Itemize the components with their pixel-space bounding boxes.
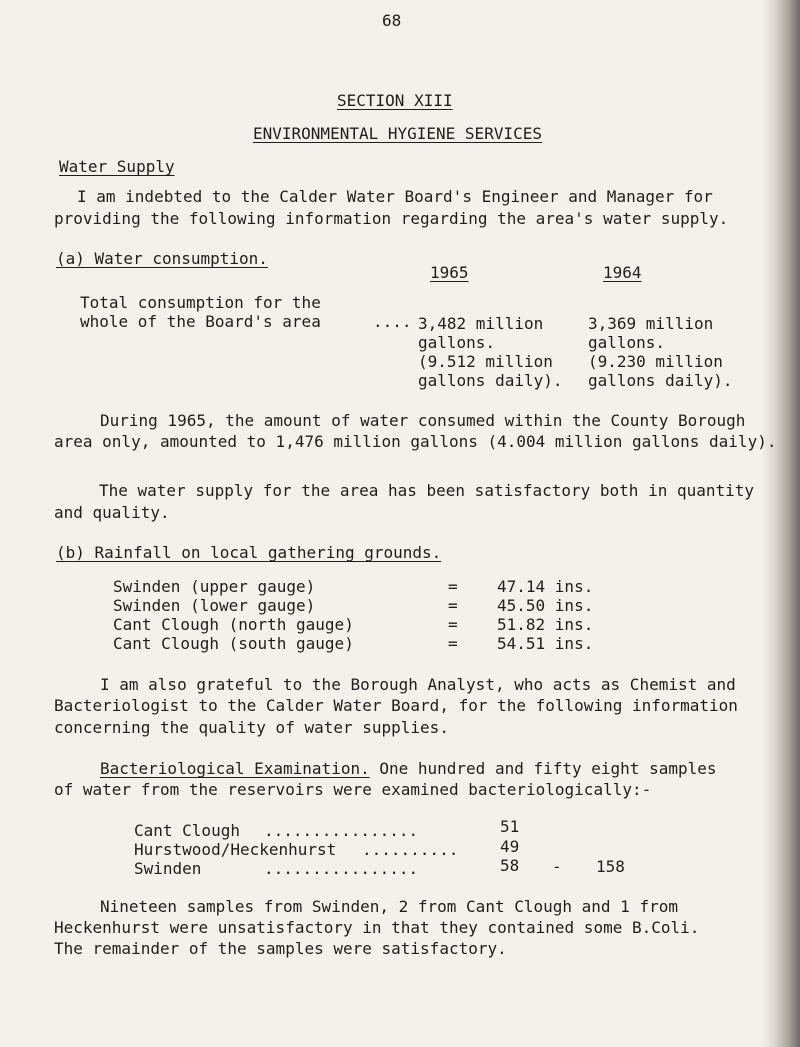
bact-site-3: Swinden — [134, 859, 202, 878]
bact-line-2: of water from the reservoirs were examined bacteriologically:- — [54, 780, 652, 799]
consumption-1965-line-3: (9.512 million — [418, 352, 553, 371]
intro-line-2: providing the following information regarding the area's water supply. — [54, 209, 729, 228]
rainfall-value-2: 45.50 ins. — [497, 596, 594, 615]
section-heading: ENVIRONMENTAL HYGIENE SERVICES — [253, 124, 542, 143]
intro-line-1: I am indebted to the Calder Water Board's Engineer and Manager for — [77, 187, 713, 206]
rainfall-value-3: 51.82 ins. — [497, 615, 594, 634]
consumption-leader-dots: .... — [373, 312, 412, 331]
section-title: SECTION XIII — [337, 91, 453, 110]
consumption-1964-line-4: gallons daily). — [588, 371, 733, 390]
rainfall-eq-4: = — [448, 634, 458, 653]
rainfall-eq-2: = — [448, 596, 458, 615]
bact-dots-2: .......... — [362, 840, 459, 859]
rainfall-value-4: 54.51 ins. — [497, 634, 594, 653]
bact-site-2: Hurstwood/Heckenhurst — [134, 840, 337, 859]
bact-count-3: 58 — [500, 856, 520, 875]
consumption-1964-line-2: gallons. — [588, 333, 666, 352]
year-1965: 1965 — [430, 263, 469, 282]
bact-line-1 — [100, 760, 717, 778]
rainfall-site-1: Swinden (upper gauge) — [113, 577, 316, 596]
bact-dash: - — [552, 857, 562, 876]
analyst-line-2: Bacteriologist to the Calder Water Board, for the following information — [54, 696, 738, 715]
rainfall-site-2: Swinden (lower gauge) — [113, 596, 316, 615]
consumption-1964-line-3: (9.230 million — [588, 352, 723, 371]
bact-count-2: 49 — [500, 837, 520, 856]
consumption-row-label-2: whole of the Board's area — [80, 312, 321, 331]
consumption-1965-line-1: 3,482 million — [418, 314, 544, 333]
consumption-row-label-1: Total consumption for the — [80, 293, 321, 312]
rainfall-eq-3: = — [448, 615, 458, 634]
scan-edge-shadow — [762, 0, 800, 1047]
bact-total: 158 — [596, 857, 625, 876]
analyst-line-1: I am also grateful to the Borough Analyst, who acts as Chemist and — [100, 675, 736, 694]
bact-dots-3: ................ — [264, 859, 419, 878]
consumption-1964-line-1: 3,369 million — [588, 314, 714, 333]
page-number: 68 — [382, 11, 402, 30]
closing-line-3: The remainder of the samples were satisfactory. — [54, 939, 507, 958]
rainfall-eq-1: = — [448, 577, 458, 596]
bact-dots-1: ................ — [264, 821, 419, 840]
rainfall-value-1: 47.14 ins. — [497, 577, 594, 596]
bact-site-1: Cant Clough — [134, 821, 240, 840]
subheading-water-supply: Water Supply — [59, 157, 175, 176]
consumption-label: (a) Water consumption. — [56, 249, 268, 268]
closing-line-1: Nineteen samples from Swinden, 2 from Cant Clough and 1 from — [100, 897, 678, 916]
closing-line-2: Heckenhurst were unsatisfactory in that they contained some B.Coli. — [54, 918, 700, 937]
consumption-1965-line-2: gallons. — [418, 333, 496, 352]
consumption-1965-line-4: gallons daily). — [418, 371, 563, 390]
year-1964: 1964 — [603, 263, 642, 282]
rainfall-site-3: Cant Clough (north gauge) — [113, 615, 354, 634]
bact-text-1: One hundred and fifty eight samples — [369, 759, 717, 778]
rainfall-label: (b) Rainfall on local gathering grounds. — [56, 543, 442, 562]
bact-count-1: 51 — [500, 817, 520, 836]
quality-line-2: and quality. — [54, 503, 170, 522]
rainfall-site-4: Cant Clough (south gauge) — [113, 634, 354, 653]
borough-line-1: During 1965, the amount of water consumed within the County Borough — [100, 411, 746, 430]
borough-line-2: area only, amounted to 1,476 million gallons (4.004 million gallons daily). — [54, 432, 777, 451]
bact-label: Bacteriological Examination. — [100, 759, 370, 778]
quality-line-1: The water supply for the area has been satisfactory both in quantity — [99, 481, 755, 500]
analyst-line-3: concerning the quality of water supplies. — [54, 718, 449, 737]
